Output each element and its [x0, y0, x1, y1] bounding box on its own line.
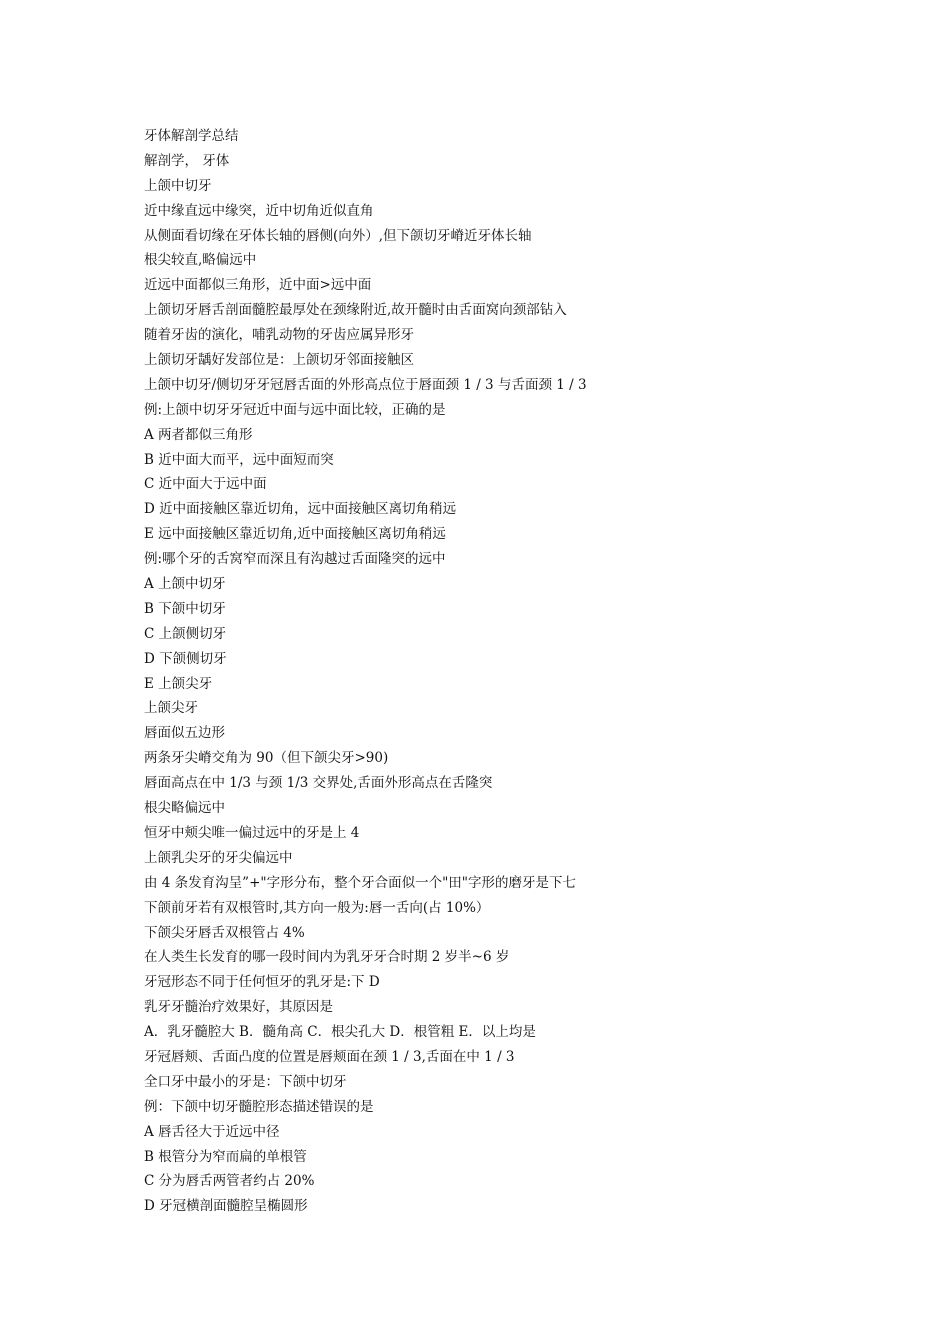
text-line: 解剖学， 牙体 [144, 152, 230, 169]
text-line: 上颌中切牙/侧切牙牙冠唇舌面的外形高点位于唇面颈 1 / 3 与舌面颈 1 / 3 [144, 376, 587, 393]
question-line: 例:上颌中切牙牙冠近中面与远中面比较，正确的是 [144, 401, 446, 418]
answer-option: B 下颌中切牙 [144, 600, 226, 617]
text-line: 从侧面看切缘在牙体长轴的唇侧(向外）,但下颌切牙嵴近牙体长轴 [144, 227, 532, 244]
text-line: 唇面高点在中 1/3 与颈 1/3 交界处,舌面外形高点在舌隆突 [144, 775, 493, 792]
answer-option: A 上颌中切牙 [144, 576, 226, 593]
text-line: 在人类生长发育的哪一段时间内为乳牙牙合时期 2 岁半~6 岁 [144, 949, 510, 966]
question-line: 例:哪个牙的舌窝窄而深且有沟越过舌面隆突的远中 [144, 551, 446, 568]
text-line: 恒牙中颊尖唯一偏过远中的牙是上 4 [144, 824, 360, 841]
section-heading: 上颌尖牙 [144, 700, 198, 717]
answer-option: C 上颌侧切牙 [144, 625, 227, 642]
document-title: 牙体解剖学总结 [144, 128, 239, 144]
text-line: 由 4 条发育沟呈”+"字形分布，整个牙合面似一个"田"字形的磨牙是下七 [144, 874, 577, 891]
answer-option: C 分为唇舌两管者约占 20% [144, 1173, 315, 1190]
answer-option: D 牙冠横剖面髓腔呈椭圆形 [144, 1198, 308, 1215]
text-line: 上颌切牙唇舌剖面髓腔最厚处在颈缘附近,故开髓时由舌面窝向颈部钻入 [144, 302, 567, 319]
text-line: 下颌前牙若有双根管时,其方向一般为:唇一舌向(占 10%） [144, 899, 490, 916]
text-line: 牙冠唇颊、舌面凸度的位置是唇颊面在颈 1 / 3,舌面在中 1 / 3 [144, 1048, 515, 1065]
text-line: 全口牙中最小的牙是：下颌中切牙 [144, 1073, 347, 1090]
text-line: 下颌尖牙唇舌双根管占 4% [144, 924, 305, 941]
text-line: 上颌乳尖牙的牙尖偏远中 [144, 849, 293, 866]
answer-option: A．乳牙髓腔大 B．髓角高 C．根尖孔大 D．根管粗 E．以上均是 [144, 1024, 536, 1041]
section-heading: 上颌中切牙 [144, 177, 212, 194]
question-line: 乳牙牙髓治疗效果好，其原因是 [144, 999, 333, 1016]
text-line: 唇面似五边形 [144, 725, 225, 742]
text-line: 上颌切牙龋好发部位是：上颌切牙邻面接触区 [144, 352, 414, 369]
text-line: 近中缘直远中缘突，近中切角近似直角 [144, 202, 374, 219]
answer-option: B 近中面大而平，远中面短而突 [144, 451, 334, 468]
text-line: 近远中面都似三角形，近中面>远中面 [144, 277, 372, 294]
answer-option: A 两者都似三角形 [144, 426, 253, 443]
answer-option: D 近中面接触区靠近切角，远中面接触区离切角稍远 [144, 501, 457, 518]
document-body [144, 124, 844, 1219]
text-line: 随着牙齿的演化，哺乳动物的牙齿应属异形牙 [144, 327, 414, 344]
answer-option: E 远中面接触区靠近切角,近中面接触区离切角稍远 [144, 526, 446, 543]
text-line: 牙冠形态不同于任何恒牙的乳牙是:下 D [144, 974, 380, 991]
answer-option: E 上颌尖牙 [144, 675, 213, 692]
answer-option: A 唇舌径大于近远中径 [144, 1123, 280, 1140]
text-line: 根尖较直,略偏远中 [144, 252, 257, 269]
text-line: 两条牙尖嵴交角为 90（但下颌尖牙>90) [144, 750, 389, 767]
question-line: 例：下颌中切牙髓腔形态描述错误的是 [144, 1098, 374, 1115]
answer-option: D 下颌侧切牙 [144, 650, 227, 667]
answer-option: B 根管分为窄而扁的单根管 [144, 1148, 307, 1165]
answer-option: C 近中面大于远中面 [144, 476, 267, 493]
text-line: 根尖略偏远中 [144, 800, 225, 817]
